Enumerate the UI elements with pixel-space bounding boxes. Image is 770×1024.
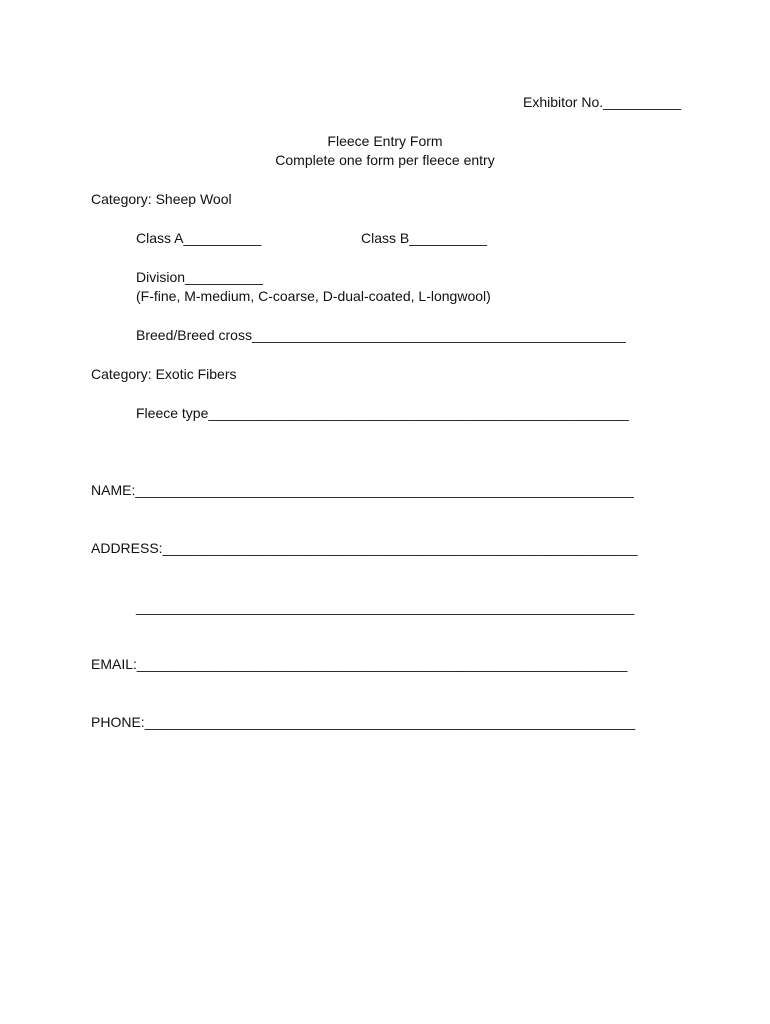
name-field[interactable] [91, 482, 634, 498]
phone-blank[interactable]: _______________________________________________________________ [144, 714, 636, 730]
breed-field[interactable] [136, 327, 626, 343]
class-b-blank[interactable]: __________ [409, 230, 488, 246]
division-field[interactable] [136, 269, 263, 285]
phone-field[interactable] [91, 714, 635, 730]
phone-label: PHONE: [91, 714, 145, 730]
class-a-blank[interactable]: __________ [183, 230, 262, 246]
breed-blank[interactable]: ________________________________________________ [251, 327, 626, 343]
email-label: EMAIL: [91, 656, 137, 672]
category-sheep-wool-heading: Category: Sheep Wool [91, 191, 232, 207]
name-label: NAME: [91, 482, 136, 498]
breed-label: Breed/Breed cross [136, 327, 252, 343]
division-label: Division [136, 269, 186, 285]
address-field[interactable] [91, 540, 638, 556]
email-field[interactable] [91, 656, 627, 672]
division-note: (F-fine, M-medium, C-coarse, D-dual-coated, L-longwool) [136, 288, 491, 304]
form-subtitle: Complete one form per fleece entry [275, 152, 495, 168]
class-a-field[interactable] [136, 230, 261, 246]
name-blank[interactable]: ________________________________________________________________ [135, 482, 634, 498]
form-title: Fleece Entry Form [327, 133, 443, 149]
class-b-label: Class B [361, 230, 410, 246]
address-label: ADDRESS: [91, 540, 163, 556]
address-blank[interactable]: _____________________________________________________________ [162, 540, 638, 556]
class-b-field[interactable] [361, 230, 487, 246]
fleece-type-label: Fleece type [136, 405, 209, 421]
exhibitor-number-label: Exhibitor No. [523, 94, 604, 110]
fleece-type-blank[interactable]: ______________________________________________________ [208, 405, 629, 421]
class-a-label: Class A [136, 230, 184, 246]
fleece-type-field[interactable] [136, 405, 629, 421]
exhibitor-number-field[interactable] [523, 94, 681, 110]
address-line2-blank[interactable]: ________________________________________________________________ [136, 599, 635, 615]
email-blank[interactable]: _______________________________________________________________ [136, 656, 628, 672]
division-blank[interactable]: __________ [185, 269, 263, 285]
exhibitor-number-blank[interactable]: __________ [603, 94, 682, 110]
category-exotic-fibers-heading: Category: Exotic Fibers [91, 366, 237, 382]
